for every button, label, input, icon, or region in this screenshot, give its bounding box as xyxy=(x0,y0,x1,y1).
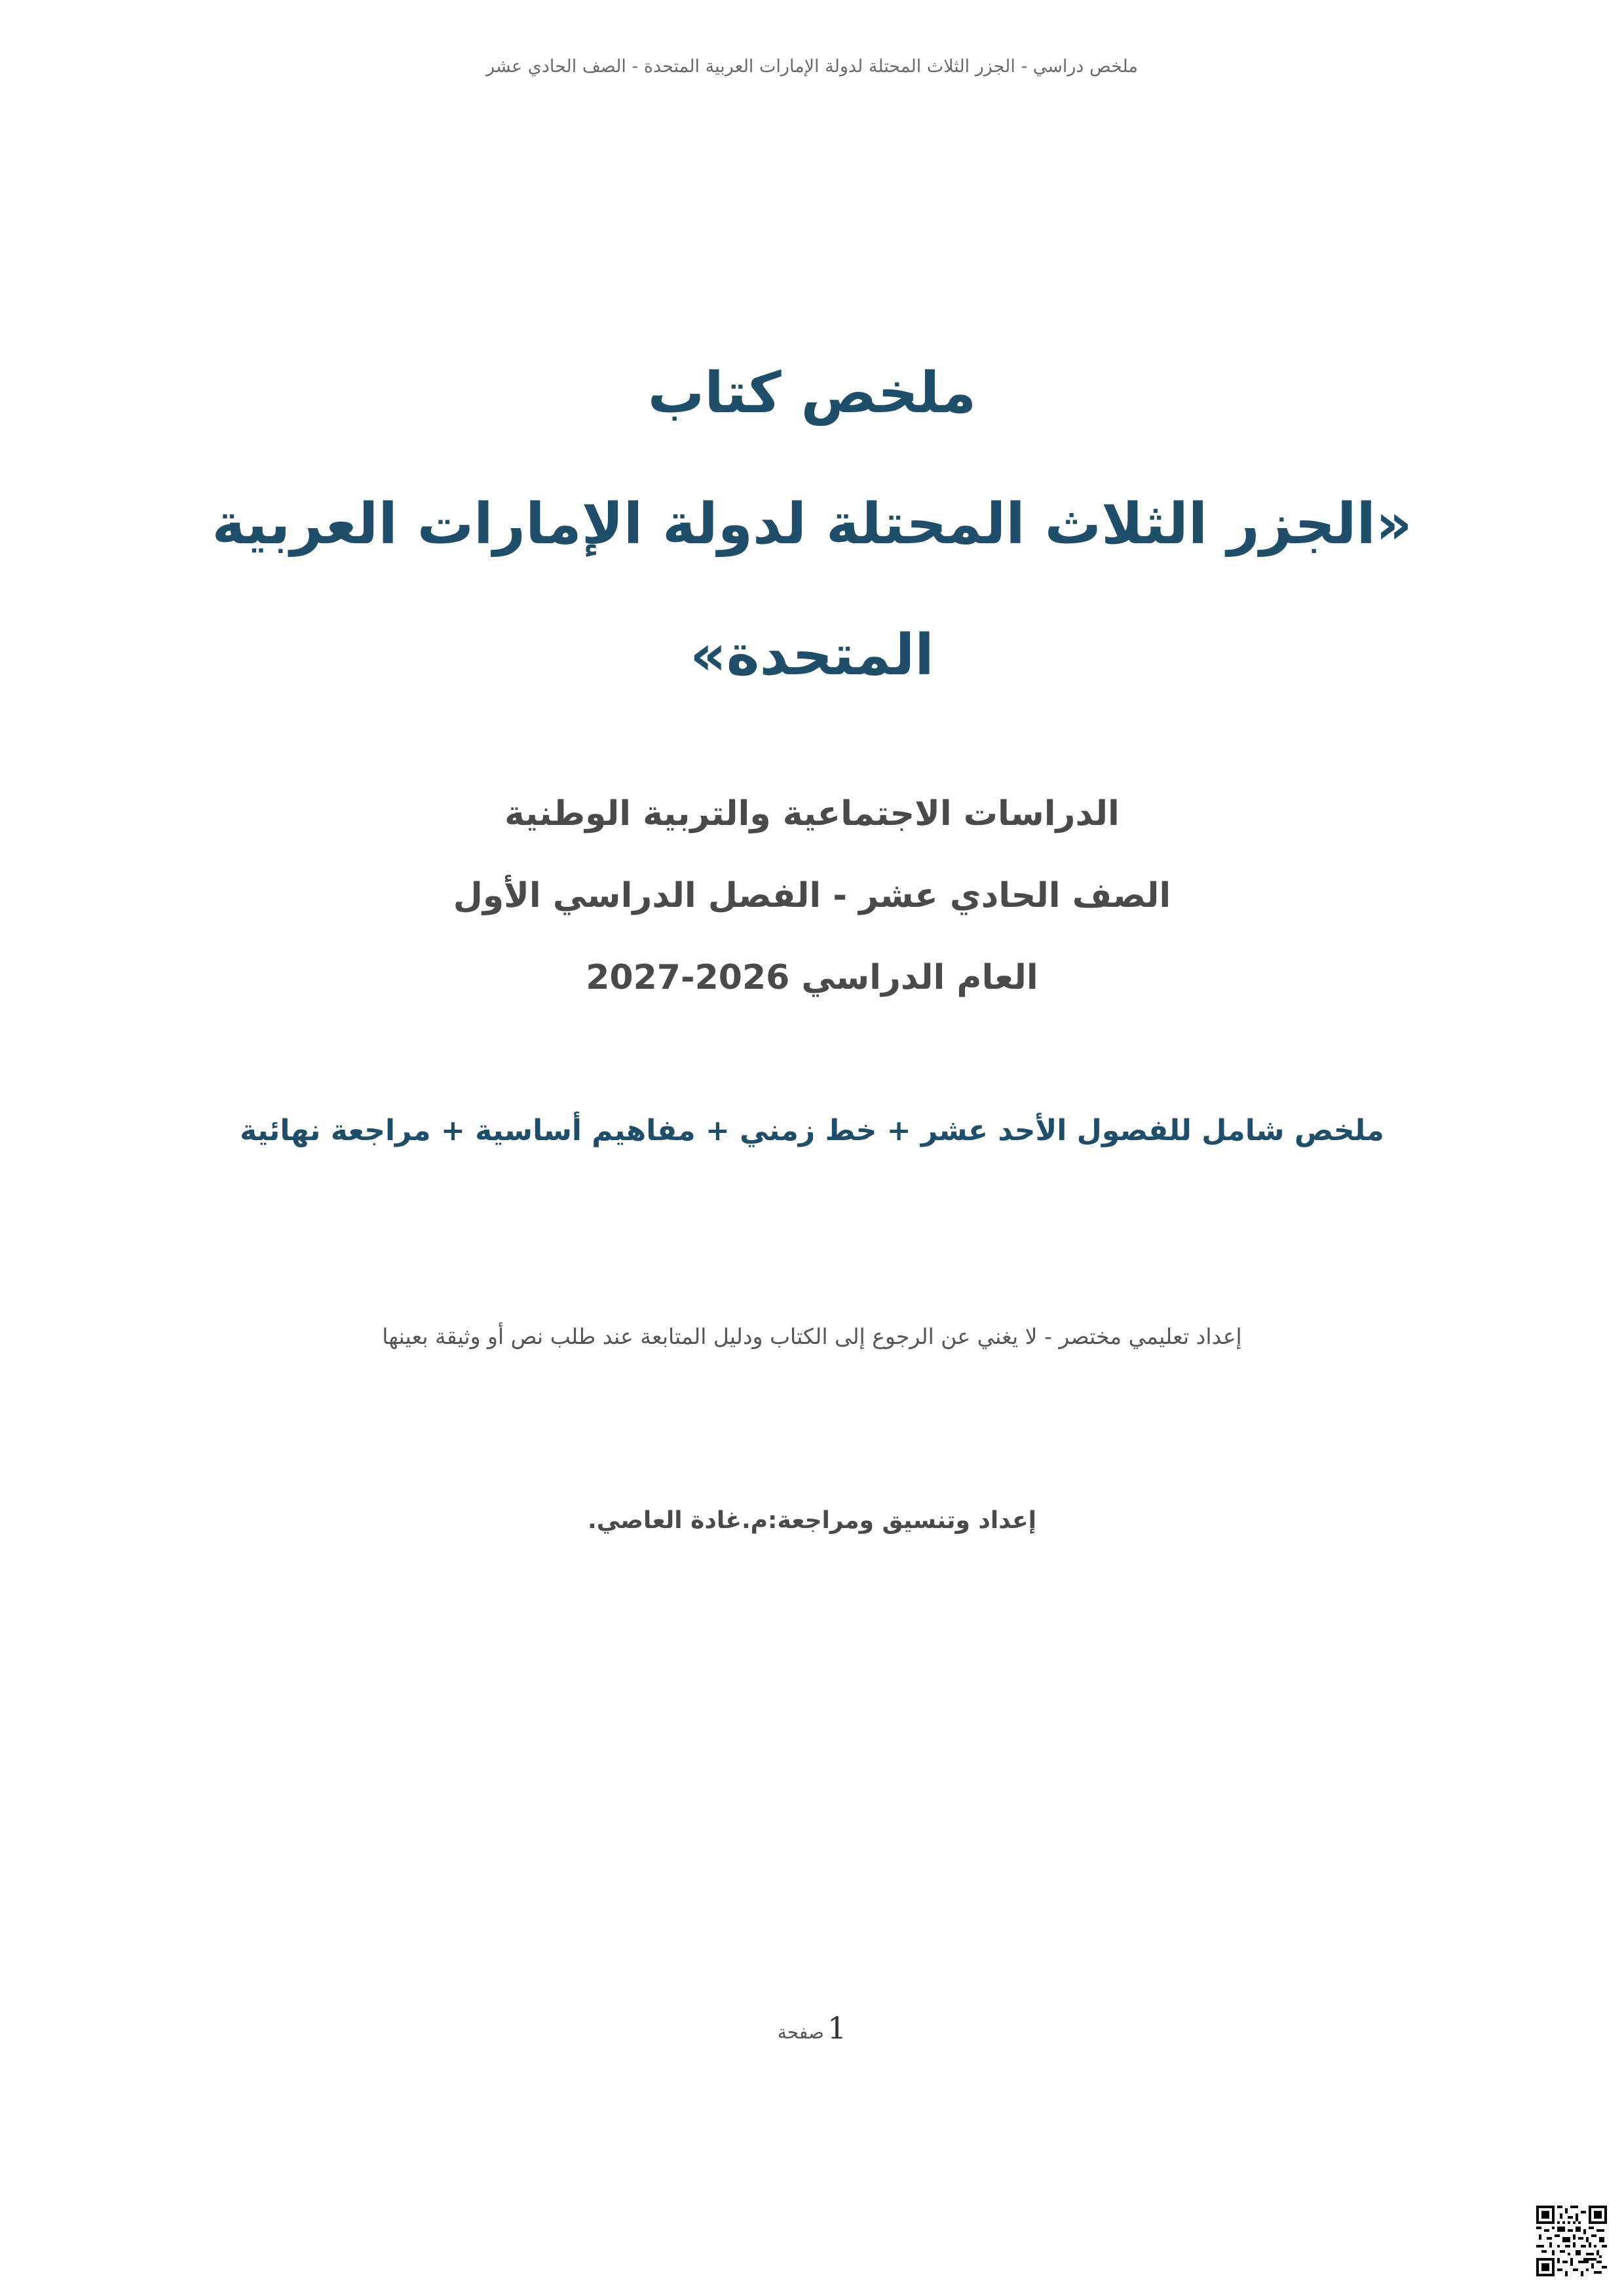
author-credit: إعداد وتنسيق ومراجعة:م.غادة العاصي. xyxy=(588,1507,1036,1534)
qr-code-icon xyxy=(1536,2206,1607,2276)
running-header: ملخص دراسي - الجزر الثلاث المحتلة لدولة الإمارات العربية المتحدة - الصف الحادي عشر xyxy=(486,56,1138,77)
title-line-1: ملخص كتاب xyxy=(647,360,977,426)
academic-year: العام الدراسي 2026-2027 xyxy=(586,958,1038,997)
page-label: صفحة xyxy=(777,2021,824,2043)
page-number: 1 xyxy=(827,2010,847,2046)
title-line-2: «الجزر الثلاث المحتلة لدولة الإمارات العربية xyxy=(212,491,1412,557)
grade-term: الصف الحادي عشر - الفصل الدراسي الأول xyxy=(453,876,1171,915)
disclaimer: إعداد تعليمي مختصر - لا يغني عن الرجوع إلى الكتاب ودليل المتابعة عند طلب نص أو وثيقة بعينها xyxy=(382,1324,1242,1349)
page-footer xyxy=(0,2010,1624,2046)
subject-info xyxy=(197,773,1427,1019)
document-title xyxy=(131,328,1493,721)
title-line-3: المتحدة» xyxy=(690,622,934,688)
summary-scope: ملخص شامل للفصول الأحد عشر + خط زمني + مفاهيم أساسية + مراجعة نهائية xyxy=(240,1114,1384,1147)
course-name: الدراسات الاجتماعية والتربية الوطنية xyxy=(504,794,1120,833)
